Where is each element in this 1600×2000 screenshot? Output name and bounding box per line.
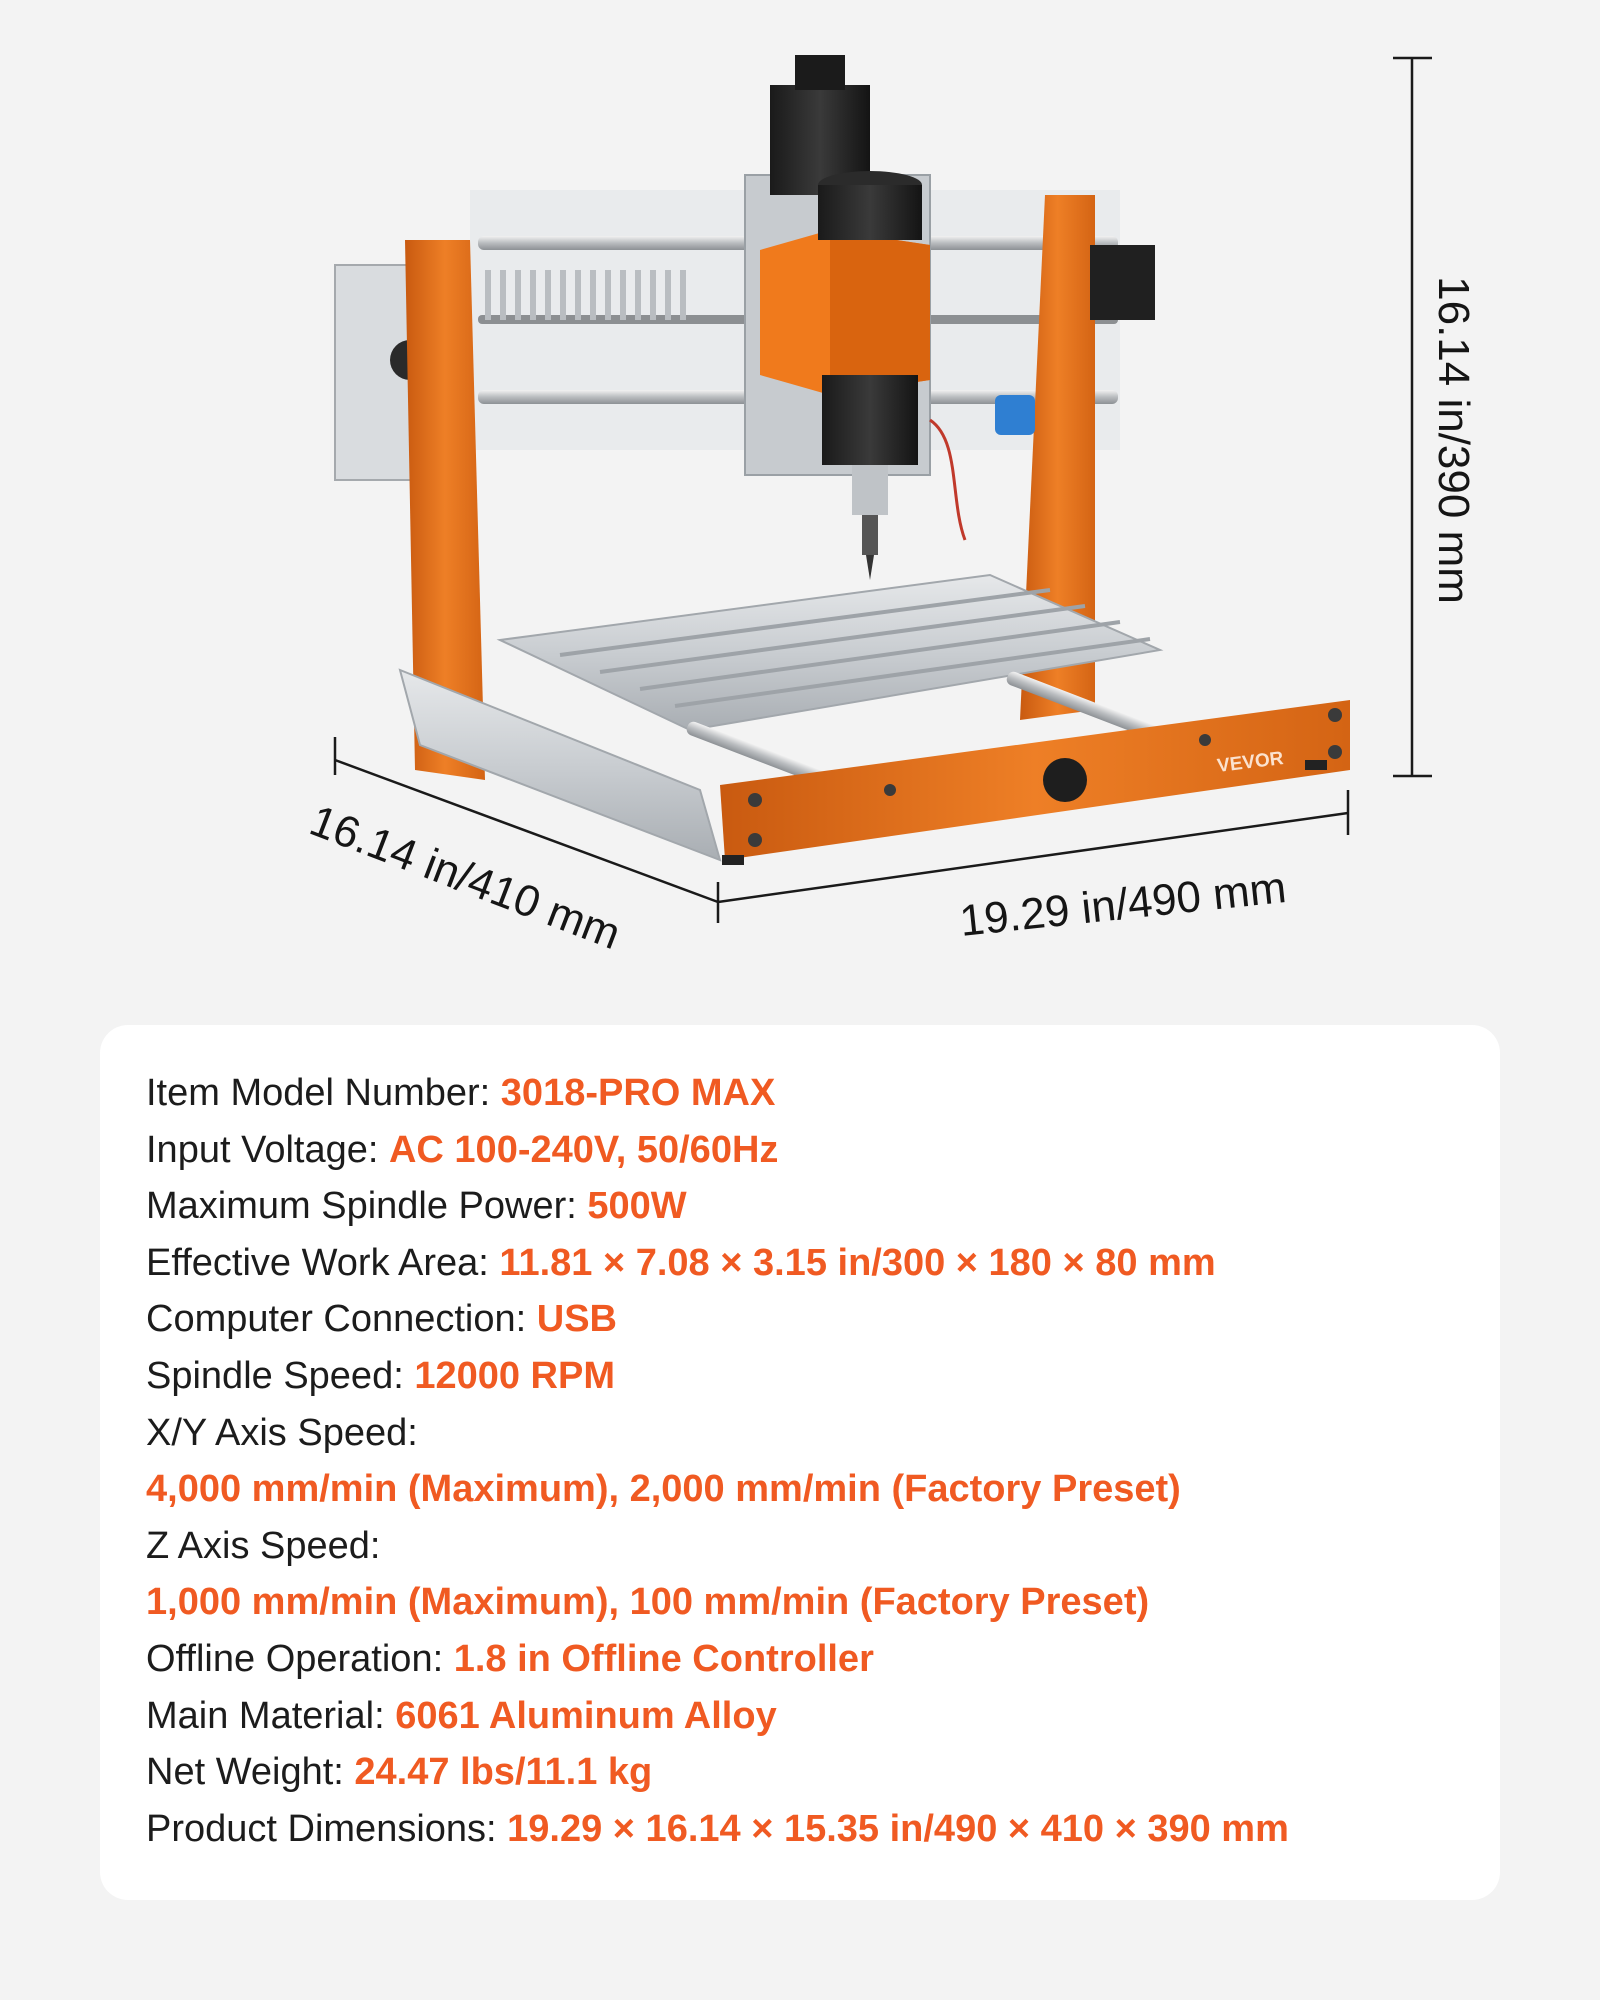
spec-item-model-number-value: 3018-PRO MAX (500, 1072, 776, 1114)
spec-main-material-value: 6061 Aluminum Alloy (395, 1694, 777, 1737)
spec-computer-connection-value: USB (536, 1298, 617, 1341)
spec-offline-operation (146, 1631, 1500, 1688)
width-dimension-label: 19.29 in/490 mm (957, 863, 1289, 946)
spec-item-model-number (146, 1065, 1500, 1122)
spec-input-voltage-value: AC 100-240V, 50/60Hz (388, 1128, 779, 1171)
spec-x-y-axis-speed-value: 4,000 mm/min (Maximum), 2,000 mm/min (Factory Preset) (146, 1468, 1181, 1511)
spec-z-axis-speed-value: 1,000 mm/min (Maximum), 100 mm/min (Factory Preset) (146, 1581, 1150, 1624)
spec-net-weight (146, 1744, 1500, 1801)
spec-item-model-number-label: Item Model Number: (146, 1072, 501, 1114)
spec-main-material (146, 1688, 1500, 1745)
spec-effective-work-area-label: Effective Work Area: (146, 1241, 500, 1284)
depth-dimension-label: 16.14 in/410 mm (303, 795, 627, 960)
height-dimension-label: 16.14 in/390 mm (1429, 276, 1478, 604)
spec-maximum-spindle-power (146, 1178, 1500, 1235)
spec-spindle-speed (146, 1348, 1500, 1405)
spec-product-dimensions-label: Product Dimensions: (146, 1807, 508, 1850)
spec-input-voltage-label: Input Voltage: (146, 1128, 389, 1171)
spec-x-y-axis-speed-label: X/Y Axis Speed: (146, 1411, 418, 1454)
spec-offline-operation-label: Offline Operation: (146, 1637, 454, 1680)
spec-net-weight-value: 24.47 lbs/11.1 kg (354, 1751, 653, 1794)
spec-input-voltage (146, 1122, 1500, 1179)
spec-list (146, 1065, 1500, 1857)
spec-offline-operation-value: 1.8 in Offline Controller (453, 1637, 874, 1680)
spec-effective-work-area-value: 11.81 × 7.08 × 3.15 in/300 × 180 × 80 mm (499, 1241, 1216, 1284)
spec-effective-work-area (146, 1235, 1500, 1292)
spec-computer-connection-label: Computer Connection: (146, 1298, 537, 1341)
spec-z-axis-speed-label: Z Axis Speed: (146, 1524, 381, 1567)
spec-maximum-spindle-power-value: 500W (587, 1185, 687, 1228)
spec-card (100, 1025, 1500, 1900)
spec-maximum-spindle-power-label: Maximum Spindle Power: (146, 1185, 588, 1228)
brand-logo: VEVOR (1216, 748, 1285, 777)
spec-computer-connection (146, 1291, 1500, 1348)
spec-net-weight-label: Net Weight: (146, 1751, 355, 1794)
spec-product-dimensions-value: 19.29 × 16.14 × 15.35 in/490 × 410 × 390 mm (507, 1807, 1289, 1850)
spec-spindle-speed-label: Spindle Speed: (146, 1354, 415, 1397)
spec-product-dimensions (146, 1801, 1500, 1858)
spec-spindle-speed-value: 12000 RPM (414, 1354, 615, 1397)
spec-main-material-label: Main Material: (146, 1694, 396, 1737)
